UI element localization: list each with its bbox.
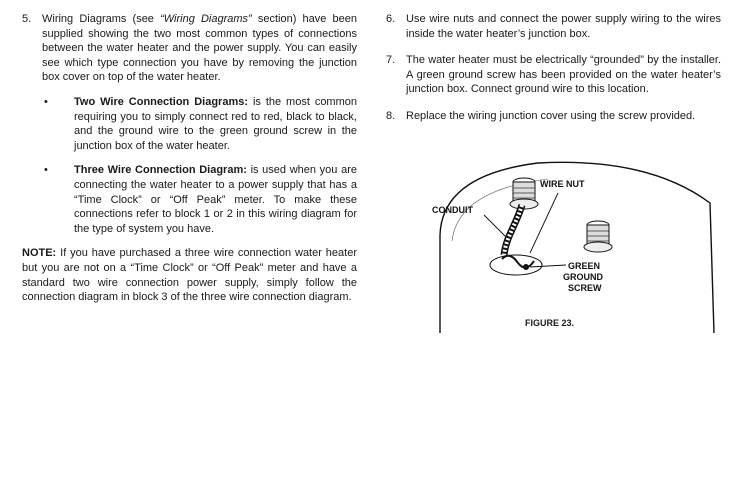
bullet-text: is used when you are connecting the water heater to a power supply that has a “Time Clock” or “Off Peak” meter. To make these connections refer to block 1 or 2 in this wiring diagram for the type of system you have. <box>74 164 357 235</box>
water-heater-figure <box>418 155 730 333</box>
item-text-cont: section) have been supplied showing the two most common types of connections between the water heater and the power supply. You can easily see which type connection you have by removing the junction box cover on top of the water heater. <box>42 13 357 84</box>
item-text: Wiring Diagrams (see <box>42 13 161 25</box>
item-text: Use wire nuts and connect the power supply wiring to the wires inside the water heater’s junction box. <box>406 13 721 40</box>
ground-screw <box>523 264 529 270</box>
label-conduit: CONDUIT <box>432 205 473 215</box>
instruction-item-7 <box>386 53 721 97</box>
right-column <box>386 12 721 124</box>
fitting-base <box>584 242 612 252</box>
leader-line-conduit <box>484 215 506 237</box>
item-number: 8. <box>386 109 396 122</box>
item-number: 7. <box>386 54 396 67</box>
item-text-italic: “Wiring Diagrams” <box>160 13 252 25</box>
label-ground: GROUND <box>563 272 603 282</box>
water-heater-illustration <box>418 155 730 333</box>
item-text: The water heater must be electrically “grounded” by the installer. A green ground screw has been provided on the water heater’s junction box. Connect ground wire to this location. <box>406 54 721 96</box>
note-paragraph <box>22 246 357 304</box>
item-number: 6. <box>386 13 396 25</box>
bullet-text: is the most common requiring you to simply connect red to red, black to black, and the ground wire to the green ground screw in the junction box of the water heater. <box>74 95 357 152</box>
bullet-dot: • <box>44 95 48 108</box>
label-wire-nut: WIRE NUT <box>540 179 585 189</box>
note-text: If you have purchased a three wire connection water heater but you are not on a “Time Clock” or “Off Peak” meter and have a standard two wire connection power supply, simply follow the connection diagram in block 3 of the three wire connection diagram. <box>22 247 357 304</box>
left-column <box>22 12 357 305</box>
item-text: Replace the wiring junction cover using the screw provided. <box>406 109 696 122</box>
bullet-dot: • <box>44 164 48 177</box>
instruction-item-5 <box>22 12 357 85</box>
label-screw: SCREW <box>568 283 602 293</box>
figure-caption: FIGURE 23. <box>525 318 575 328</box>
note-label: NOTE: <box>22 247 57 260</box>
bullet-three-wire <box>22 163 357 236</box>
bullet-heading: Two Wire Connection Diagrams: <box>74 95 249 108</box>
bullet-heading: Three Wire Connection Diagram: <box>74 164 247 177</box>
junction-box <box>490 255 542 275</box>
label-green: GREEN <box>568 261 601 271</box>
instruction-item-6 <box>386 12 721 41</box>
item-number: 5. <box>22 13 32 25</box>
instruction-item-8 <box>386 109 721 124</box>
bullet-two-wire <box>22 95 357 153</box>
